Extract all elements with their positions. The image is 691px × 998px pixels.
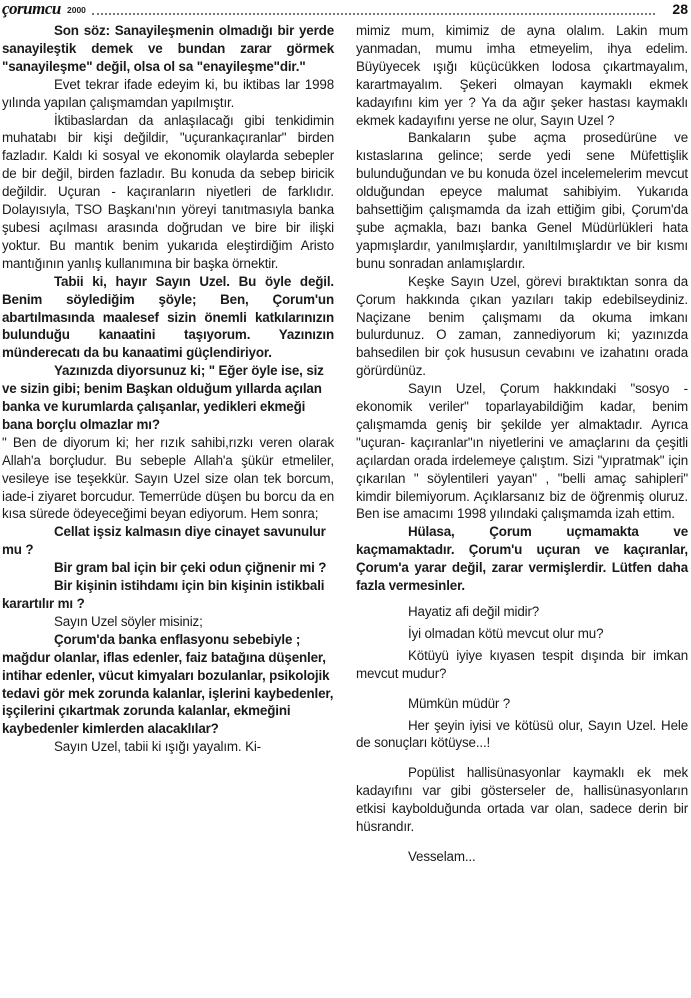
paragraph: mimiz mum, kimimiz de ayna olalım. Lakin mum yanmadan, mumu imha etmeyelim, ihya edelim. Büyüyecek ışığı küçücükken lodosa çıkartmayalım, karartmayalım. Şekeri olmayan kaymaklı ekmek kadayıfını kim yer ? Ya da ağır şeker hastası kaymaklı ekmek kadayıfını yerse ne olur, Sayın Uzel ? (356, 23, 688, 128)
publication-logo: çorumcu (2, 0, 61, 18)
paragraph: Vesselam... (408, 848, 476, 864)
paragraph: Sayın Uzel, Çorum hakkındaki "sosyo - ekonomik veriler" toparlayabildiğim kadar, benim çalışmamda geniş bir şekilde yer almaktadır. Ayrıca "uçuran- kaçıranlar"ın niyetlerini ve amaçlarını da çeşitli açılardan orada irdelemeye çalıştım. Sizi "yıpratmak" için çıkarılan " söylentileri yayan" , "belli amaç sahipleri" kimdir bilemiyorum. Açıklarsanız biz de öğrenmiş oluruz. Ben ise amacımı 1998 yılındaki çalışmamda izah ettim. (356, 381, 688, 522)
paragraph: Son söz: Sanayileşmenin olmadığı bir yerde sanayileştik demek ve bundan zarar görmek "sanayileşme" değil, olsa ol sa "enayileşme"dir." (2, 23, 334, 74)
paragraph: Bir kişinin istihdamı için bin kişinin istikbali karartılır mı ? (2, 578, 325, 611)
paragraph: Sayın Uzel, tabii ki ışığı yayalım. Ki- (54, 739, 261, 755)
paragraph: Çorum'da banka enflasyonu sebebiyle ; mağdur olanlar, iflas edenler, faiz batağına düşenler, intihar edenler, vücut kimyaları bozulanlar, psikolojik tedavi gör mek zorunda kalanlar, işlerini kaybedenler, işçilerini çıkartmak zorunda kalanlar, ekmeğini kaybedenler kimlerden alacaklılar? (2, 631, 334, 737)
paragraph: Hülasa, Çorum uçmamakta ve kaçmamaktadır. Çorum'u uçuran ve kaçıranlar, Çorum'a yarar değil, zarar vermişlerdir. Lütfen daha fazla vermesinler. (356, 524, 688, 594)
publication-year: 2000 (67, 5, 86, 15)
paragraph: " Ben de diyorum ki; her rızık sahibi,rızkı veren olarak Allah'a borçludur. Bu sebeple Allah'a şükür etmeliler, vesileye ise teşekkür. Sayın Uzel size olan tek borcum, iade-i ziyaret borcudur. Temerrüde düşen bu borcu da en kısa sürede ödeyeceğimi beyan ediyorum. Hem sonra; (2, 434, 334, 522)
paragraph: Sayın Uzel söyler misiniz; (54, 613, 203, 629)
paragraph: Hayatiz afi değil midir? (408, 604, 540, 619)
right-text-column (356, 22, 688, 866)
paragraph: Mümkün müdür ? (408, 695, 511, 711)
paragraph: Yazınızda diyorsunuz ki; " Eğer öyle ise, siz ve sizin gibi; benim Başkan olduğum yıllarda açılan banka ve kurumlarda çalışanlar, yedikleri ekmeği bana borçlu olmazlar mı? (2, 363, 324, 432)
paragraph: İktibaslardan da anlaşılacağı gibi tenkidimin muhatabı bir kişi değildir, "uçurankaçıranlar" birden fazladır. Kaldı ki sosyal ve ekonomik olaylarda sebepler de bir değil, birden fazladır. Bu konuda da sebep biricik değildir. Uçuran - kaçıranların niyetleri de farklıdır. Dolayısıyla, TSO Başkanı'nın yöreyi tanıtmasıyla banka şubesi açılması arasında doğrudan ve bire bir ilişki yoktur. Bu mantık benim yukarıda eleştirdiğim Aristo mantığının yanlış kullanımına bir başka örnektir. (2, 112, 334, 271)
paragraph: Kötüyü iyiye kıyasen tespit dışında bir imkan mevcut mudur? (356, 647, 688, 681)
page-number: 28 (672, 1, 688, 17)
paragraph: Keşke Sayın Uzel, görevi bıraktıktan sonra da Çorum hakkında çıkan yazıları takip edebilseydiniz. Naçizane benim çalışmamı da okuma imkanı bulurdunuz. O zaman, zannediyorum ki; yazınızda bahsedilen bir çok hususun cevabını ve izahatını orada görürdünüz. (356, 273, 688, 379)
paragraph: Her şeyin iyisi ve kötüsü olur, Sayın Uzel. Hele de sonuçları kötüyse...! (356, 717, 688, 751)
paragraph: Evet tekrar ifade edeyim ki, bu iktibas lar 1998 yılında yapılan çalışmamdan yapılmıştır. (2, 76, 334, 110)
paragraph: Cellat işsiz kalmasın diye cinayet savunulur mu ? (2, 524, 326, 558)
paragraph: İyi olmadan kötü mevcut olur mu? (408, 625, 604, 641)
page-header (0, 0, 691, 22)
paragraph: Popülist hallisünasyonlar kaymaklı ek mek kadayıfını var gibi gösterseler de, hallisünasyonların etkisi kaybolduğunda ortada var olan, sadece derin bir hüsrandır. (356, 765, 688, 835)
paragraph: Bankaların şube açma prosedürüne ve kıstaslarına gelince; serde yedi sene Müfettişlik bulunduğundan ve bu konuda özel incelemelerim mevcut olduğundan epeyce malumat sahibiyim. Yukarıda bahsettiğim çalışmamda da izah ettiğim gibi, Çorum'da şube açmakla, bazı banka Genel Müdürlükleri hata yapmışlardır, yanılmışlardır, yanıltılmışlardır ve bir kısmı bunu sonradan anlamışlardır. (356, 130, 688, 271)
paragraph: Tabii ki, hayır Sayın Uzel. Bu öyle değil. Benim söylediğim şöyle; Ben, Çorum'un abartılmasında maalesef sizin önemli katkılarınızın bulunduğu kanaatini taşıyorum. Yazınızın münderecatı da bu kanaatimi güçlendiriyor. (2, 273, 334, 361)
paragraph: Bir gram bal için bir çeki odun çiğnenir mi ? (54, 560, 327, 576)
header-dotted-rule (92, 13, 655, 15)
left-text-column (2, 22, 334, 756)
